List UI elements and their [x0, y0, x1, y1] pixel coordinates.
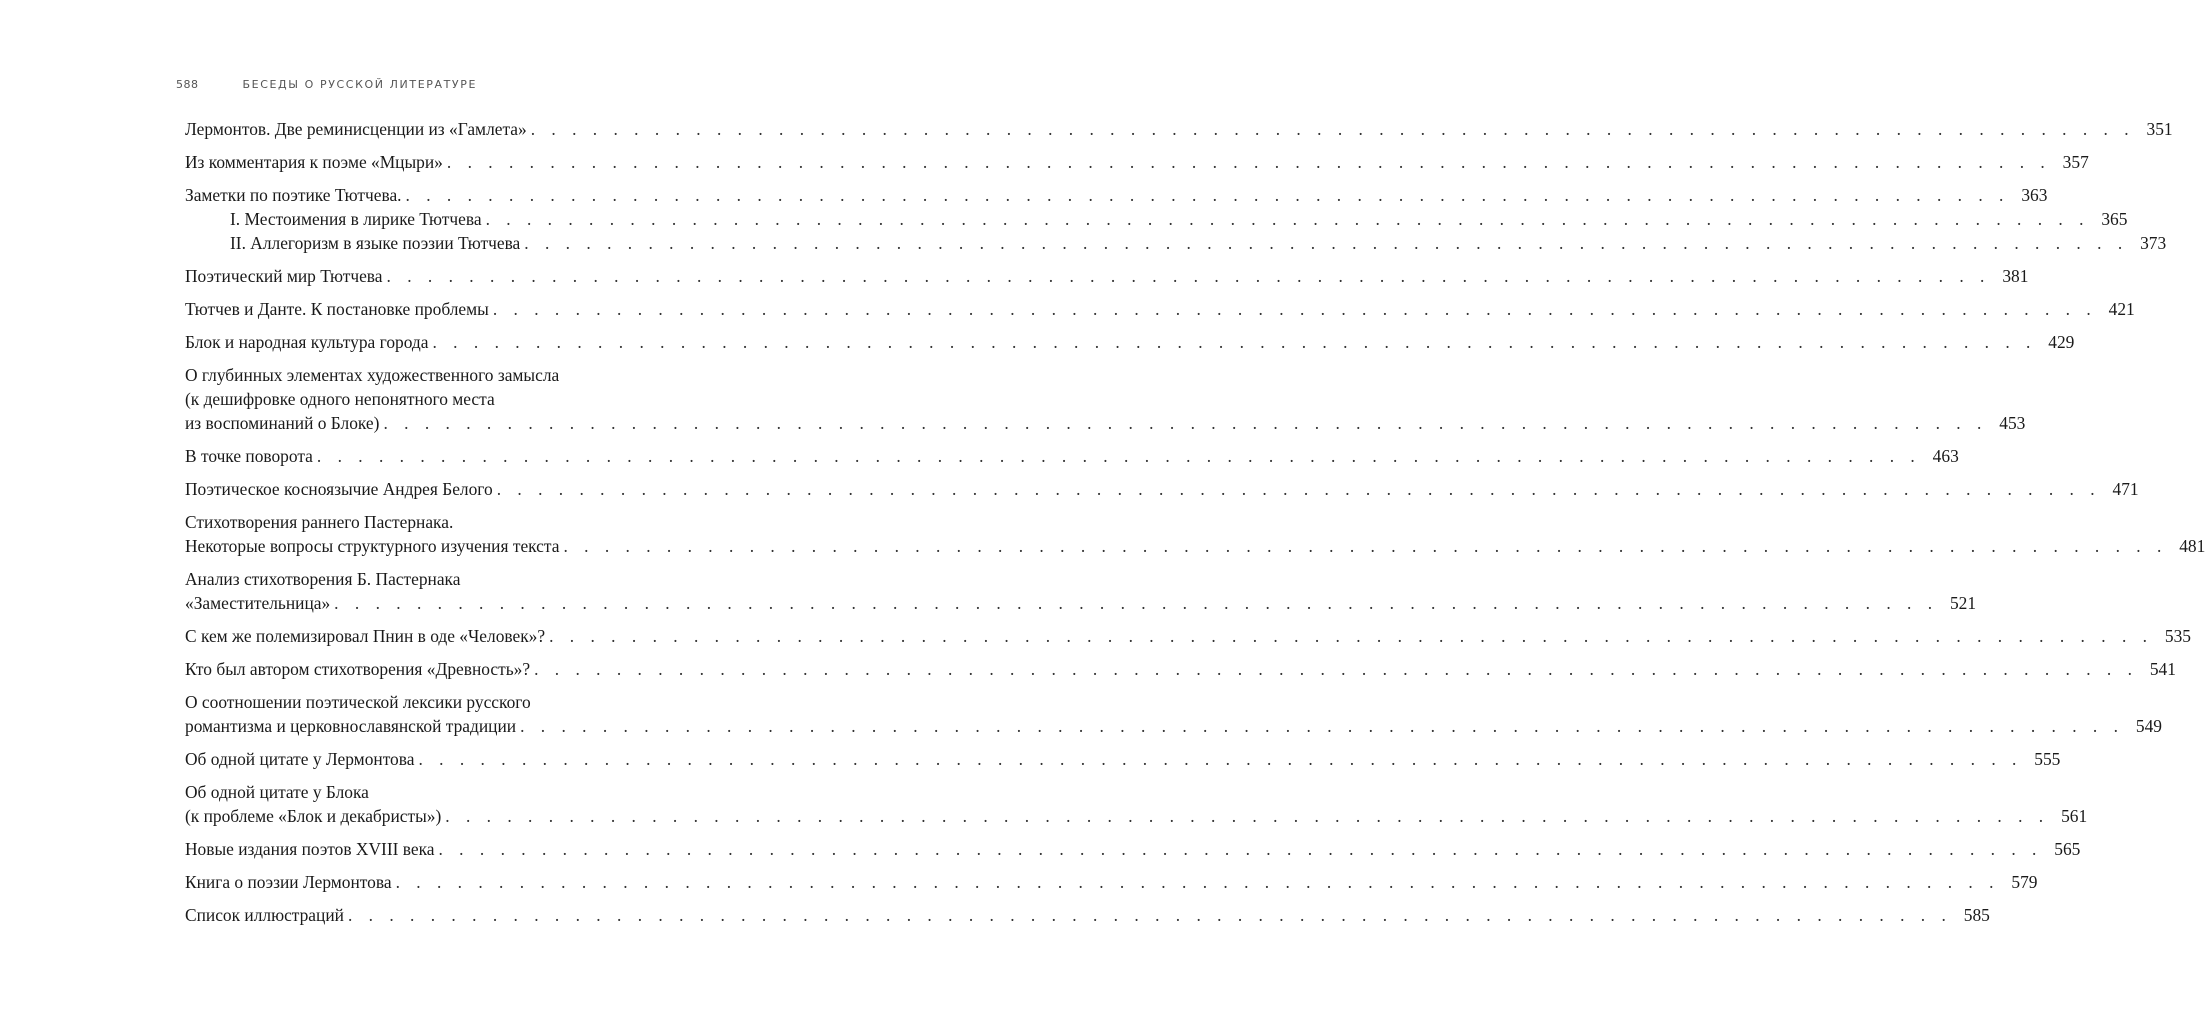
toc-entry-title: из воспоминаний о Блоке)	[185, 413, 380, 433]
toc-entry[interactable]	[185, 692, 2162, 740]
toc-entry[interactable]	[185, 659, 2176, 683]
toc-entry-title: Поэтическое косноязычие Андрея Белого	[185, 479, 493, 499]
dot-leader: . . . . . . . . . . . . . . . . . . . . . . . . . . . . . . . . . . . . . . . . . . . . . . . . . . . . . . . . . . . . . . . . . . . . . . . . . . . . . .	[563, 536, 2168, 556]
toc-page-number[interactable]: 429	[2048, 332, 2075, 352]
toc-subentry[interactable]	[185, 209, 2128, 233]
toc-line	[185, 389, 701, 413]
toc-entry[interactable]	[185, 446, 1959, 470]
dot-leader: . . . . . . . . . . . . . . . . . . . . . . . . . . . . . . . . . . . . . . . . . . . . . . . . . . . . . . . . . . . . . . . . . . . . . . . . . . . . . .	[530, 119, 2135, 139]
dot-leader: . . . . . . . . . . . . . . . . . . . . . . . . . . . . . . . . . . . . . . . . . . . . . . . . . . . . . . . . . . . . . . . . . . . . . . . . . . . . . .	[438, 839, 2043, 859]
toc-entry[interactable]	[185, 119, 2173, 143]
dot-leader: . . . . . . . . . . . . . . . . . . . . . . . . . . . . . . . . . . . . . . . . . . . . . . . . . . . . . . . . . . . . . . . . . . . . . . . . . . . . . .	[383, 413, 1988, 433]
toc-entry-title: Об одной цитате у Лермонтова	[185, 749, 415, 769]
dot-leader: . . . . . . . . . . . . . . . . . . . . . . . . . . . . . . . . . . . . . . . . . . . . . . . . . . . . . . . . . . . . . . . . . . . . . . . . . . . . . .	[549, 626, 2153, 646]
toc-entry-title: Заметки по поэтике Тютчева.	[185, 185, 402, 205]
toc-line	[185, 446, 1959, 470]
toc-page-number[interactable]: 421	[2108, 299, 2135, 319]
toc-entry-title: Анализ стихотворения Б. Пастернака	[185, 569, 461, 589]
toc-line	[185, 716, 2162, 740]
toc-entry-title: Об одной цитате у Блока	[185, 782, 369, 802]
toc-entry[interactable]	[185, 152, 2089, 176]
toc-entry[interactable]	[185, 332, 2075, 356]
toc-entry[interactable]	[185, 512, 2205, 560]
toc-line	[185, 749, 2061, 773]
dot-leader: . . . . . . . . . . . . . . . . . . . . . . . . . . . . . . . . . . . . . . . . . . . . . . . . . . . . . . . . . . . . . . . . . . . . . . . . . . . . . .	[347, 905, 1952, 925]
toc-line	[185, 626, 2191, 650]
toc-page-number[interactable]: 381	[2002, 266, 2029, 286]
dot-leader: . . . . . . . . . . . . . . . . . . . . . . . . . . . . . . . . . . . . . . . . . . . . . . . . . . . . . . . . . . . . . . . . . . . . . . . . . . . . . .	[432, 332, 2037, 352]
toc-line	[185, 152, 2089, 176]
toc-entry-title: II. Аллегоризм в языке поэзии Тютчева	[230, 233, 521, 253]
toc-line	[185, 806, 2088, 830]
toc-entry[interactable]	[185, 479, 2139, 503]
toc-entry-title: Поэтический мир Тютчева	[185, 266, 383, 286]
toc-entry-title: Лермонтов. Две реминисценции из «Гамлета»	[185, 119, 527, 139]
toc-entry-title: Книга о поэзии Лермонтова	[185, 872, 392, 892]
toc-entry-title: «Заместительница»	[185, 593, 331, 613]
dot-leader: . . . . . . . . . . . . . . . . . . . . . . . . . . . . . . . . . . . . . . . . . . . . . . . . . . . . . . . . . . . . . . . . . . . . . . . . . . . . . .	[520, 716, 2124, 736]
toc-page-number[interactable]: 555	[2034, 749, 2061, 769]
dot-leader: . . . . . . . . . . . . . . . . . . . . . . . . . . . . . . . . . . . . . . . . . . . . . . . . . . . . . . . . . . . . . . . . . . . . . . . . . . . . . .	[485, 209, 2090, 229]
toc-page-number[interactable]: 481	[2179, 536, 2205, 556]
toc-entry[interactable]	[185, 872, 2038, 896]
toc-entry[interactable]	[185, 782, 2088, 830]
toc-page-number[interactable]: 351	[2146, 119, 2173, 139]
toc-entry[interactable]	[185, 626, 2191, 650]
toc-line	[185, 593, 1977, 617]
dot-leader: . . . . . . . . . . . . . . . . . . . . . . . . . . . . . . . . . . . . . . . . . . . . . . . . . . . . . . . . . . . . . . . . . . . . . . . . . . . . . .	[534, 659, 2138, 679]
toc-line	[185, 413, 2026, 437]
toc-line	[185, 365, 701, 389]
dot-leader: . . . . . . . . . . . . . . . . . . . . . . . . . . . . . . . . . . . . . . . . . . . . . . . . . . . . . . . . . . . . . . . . . . . . . . . . . . . . . .	[418, 749, 2023, 769]
table-of-contents	[185, 119, 2205, 938]
toc-page-number[interactable]: 453	[1999, 413, 2026, 433]
toc-line	[185, 266, 2029, 290]
toc-page-number[interactable]: 579	[2011, 872, 2038, 892]
dot-leader: . . . . . . . . . . . . . . . . . . . . . . . . . . . . . . . . . . . . . . . . . . . . . . . . . . . . . . . . . . . . . . . . . . . . . . . . . . . . . .	[492, 299, 2097, 319]
toc-entry-title: романтизма и церковнославянской традиции	[185, 716, 517, 736]
toc-line	[185, 782, 701, 806]
toc-entry[interactable]	[185, 749, 2061, 773]
toc-entry[interactable]	[185, 905, 1990, 929]
dot-leader: . . . . . . . . . . . . . . . . . . . . . . . . . . . . . . . . . . . . . . . . . . . . . . . . . . . . . . . . . . . . . . . . . . . . . . . . . . . . . .	[446, 152, 2051, 172]
page-number: 588	[176, 78, 199, 91]
toc-line	[185, 659, 2176, 683]
toc-entry-title: С кем же полемизировал Пнин в оде «Человек»?	[185, 626, 546, 646]
toc-entry-title: Блок и народная культура города	[185, 332, 429, 352]
running-header	[176, 78, 477, 91]
dot-leader: . . . . . . . . . . . . . . . . . . . . . . . . . . . . . . . . . . . . . . . . . . . . . . . . . . . . . . . . . . . . . . . . . . . . . . . . . . . . . .	[405, 185, 2010, 205]
toc-line	[185, 536, 2205, 560]
toc-entry[interactable]	[185, 266, 2029, 290]
dot-leader: . . . . . . . . . . . . . . . . . . . . . . . . . . . . . . . . . . . . . . . . . . . . . . . . . . . . . . . . . . . . . . . . . . . . . . . . . . . . . .	[445, 806, 2050, 826]
toc-page-number[interactable]: 471	[2112, 479, 2139, 499]
toc-entry[interactable]	[185, 185, 2167, 257]
toc-page-number[interactable]: 541	[2149, 659, 2176, 679]
toc-page-number[interactable]: 565	[2054, 839, 2081, 859]
toc-line	[185, 905, 1990, 929]
book-title: БЕСЕДЫ О РУССКОЙ ЛИТЕРАТУРЕ	[242, 78, 478, 91]
dot-leader: . . . . . . . . . . . . . . . . . . . . . . . . . . . . . . . . . . . . . . . . . . . . . . . . . . . . . . . . . . . . . . . . . . . . . . . . . . . . . .	[316, 446, 1921, 466]
dot-leader: . . . . . . . . . . . . . . . . . . . . . . . . . . . . . . . . . . . . . . . . . . . . . . . . . . . . . . . . . . . . . . . . . . . . . . . . . . . . . .	[395, 872, 2000, 892]
toc-line	[185, 119, 2173, 143]
toc-page-number[interactable]: 373	[2140, 233, 2167, 253]
toc-entry-title: О глубинных элементах художественного замысла	[185, 365, 560, 385]
toc-line	[185, 233, 2167, 257]
toc-line	[185, 209, 2128, 233]
toc-subentry[interactable]	[185, 233, 2167, 257]
toc-line	[185, 839, 2081, 863]
toc-page-number[interactable]: 535	[2164, 626, 2191, 646]
toc-entry[interactable]	[185, 365, 2026, 437]
toc-line	[185, 569, 701, 593]
toc-line	[185, 479, 2139, 503]
toc-line	[185, 872, 2038, 896]
toc-entry-title: Тютчев и Данте. К постановке проблемы	[185, 299, 489, 319]
toc-entry-title: Новые издания поэтов XVIII века	[185, 839, 435, 859]
toc-page-number[interactable]: 463	[1932, 446, 1959, 466]
toc-page-number[interactable]: 549	[2135, 716, 2162, 736]
toc-entry-title: Список иллюстраций	[185, 905, 344, 925]
toc-entry[interactable]	[185, 569, 1977, 617]
toc-line	[185, 332, 2075, 356]
toc-entry-title: Некоторые вопросы структурного изучения текста	[185, 536, 560, 556]
toc-page-number[interactable]: 585	[1963, 905, 1990, 925]
dot-leader: . . . . . . . . . . . . . . . . . . . . . . . . . . . . . . . . . . . . . . . . . . . . . . . . . . . . . . . . . . . . . . . . . . . . . . . . . . . . . .	[496, 479, 2101, 499]
toc-page-number[interactable]: 561	[2061, 806, 2088, 826]
toc-entry[interactable]	[185, 839, 2081, 863]
toc-line	[185, 185, 2048, 209]
toc-entry-title: В точке поворота	[185, 446, 313, 466]
toc-line	[185, 299, 2135, 323]
toc-entry-title: Кто был автором стихотворения «Древность»?	[185, 659, 531, 679]
dot-leader: . . . . . . . . . . . . . . . . . . . . . . . . . . . . . . . . . . . . . . . . . . . . . . . . . . . . . . . . . . . . . . . . . . . . . . . . . . . . . .	[386, 266, 1991, 286]
toc-entry[interactable]	[185, 299, 2135, 323]
toc-page-number[interactable]: 357	[2062, 152, 2089, 172]
toc-entry-title: (к дешифровке одного непонятного места	[185, 389, 495, 409]
toc-entry-title: Стихотворения раннего Пастернака.	[185, 512, 454, 532]
dot-leader: . . . . . . . . . . . . . . . . . . . . . . . . . . . . . . . . . . . . . . . . . . . . . . . . . . . . . . . . . . . . . . . . . . . . . . . . . . . . . .	[524, 233, 2129, 253]
toc-page-number[interactable]: 365	[2101, 209, 2128, 229]
toc-entry-title: Из комментария к поэме «Мцыри»	[185, 152, 443, 172]
toc-line	[185, 692, 701, 716]
toc-line	[185, 512, 701, 536]
toc-entry-title: I. Местоимения в лирике Тютчева	[230, 209, 482, 229]
toc-page-number[interactable]: 521	[1949, 593, 1977, 613]
toc-page-number[interactable]: 363	[2021, 185, 2048, 205]
toc-entry-title: (к проблеме «Блок и декабристы»)	[185, 806, 442, 826]
toc-entry-title: О соотношении поэтической лексики русского	[185, 692, 531, 712]
dot-leader: . . . . . . . . . . . . . . . . . . . . . . . . . . . . . . . . . . . . . . . . . . . . . . . . . . . . . . . . . . . . . . . . . . . . . . . . . . . . . .	[334, 593, 1939, 613]
